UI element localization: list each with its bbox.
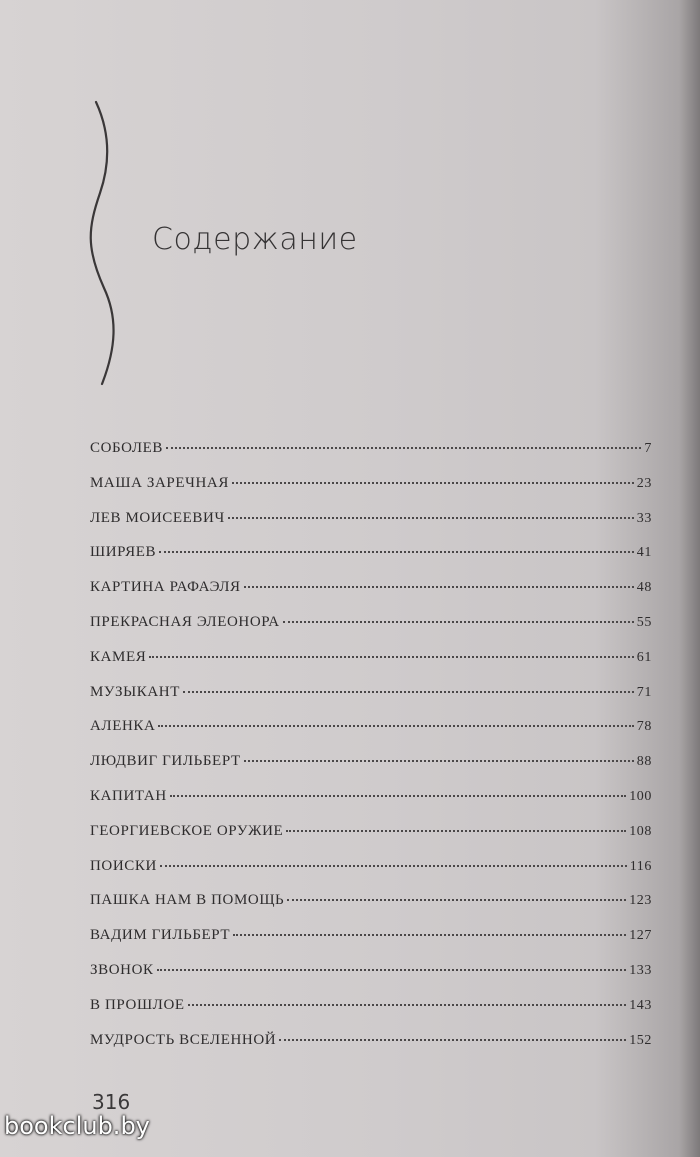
- toc-entry: [90, 858, 652, 893]
- toc-entry-page: 23: [636, 475, 652, 491]
- toc-entry-title: ПОИСКИ: [90, 857, 157, 874]
- dot-leader: [160, 865, 627, 867]
- dot-leader: [166, 447, 641, 449]
- toc-entry-title: ШИРЯЕВ: [90, 544, 157, 561]
- decorative-swirl-icon: [78, 98, 128, 388]
- toc-entry-title: КАПИТАН: [90, 787, 167, 804]
- toc-entry-title: КАРТИНА РАФАЭЛЯ: [90, 579, 241, 596]
- dot-leader: [158, 725, 633, 727]
- dot-leader: [279, 1039, 626, 1041]
- toc-entry-title: ЗВОНОК: [90, 961, 154, 978]
- toc-entry: [90, 579, 652, 614]
- toc-entry: [90, 718, 652, 753]
- toc-entry-title: ПРЕКРАСНАЯ ЭЛЕОНОРА: [90, 613, 280, 630]
- toc-entry-title: МУЗЫКАНТ: [90, 683, 180, 700]
- toc-entry-title: ПАШКА НАМ В ПОМОЩЬ: [90, 892, 285, 909]
- dot-leader: [149, 656, 633, 658]
- toc-entry-page: 133: [629, 962, 652, 978]
- dot-leader: [170, 795, 626, 797]
- toc-entry: [90, 684, 652, 719]
- toc-entry-title: МАША ЗАРЕЧНАЯ: [90, 474, 229, 491]
- dot-leader: [157, 969, 627, 971]
- toc-entry-title: В ПРОШЛОЕ: [90, 996, 185, 1013]
- toc-entry-title: ЛЮДВИГ ГИЛЬБЕРТ: [90, 753, 241, 770]
- toc-entry: [90, 788, 652, 823]
- toc-entry: [90, 753, 652, 788]
- dot-leader: [244, 760, 634, 762]
- toc-entry-page: 88: [636, 754, 652, 770]
- toc-entry-page: 55: [636, 614, 652, 630]
- toc-entry-page: 41: [636, 545, 652, 561]
- toc-entry-page: 33: [636, 510, 652, 526]
- toc-entry-page: 100: [629, 788, 652, 804]
- toc-entry: [90, 544, 652, 579]
- toc-entry-title: СОБОЛЕВ: [90, 440, 163, 456]
- toc-entry-page: 116: [629, 858, 652, 874]
- page-number: 316: [92, 1090, 131, 1114]
- dot-leader: [286, 830, 626, 832]
- toc-entry-title: ГЕОРГИЕВСКОЕ ОРУЖИЕ: [90, 822, 284, 839]
- toc-entry-title: АЛЕНКА: [90, 718, 156, 735]
- toc-entry: [90, 962, 652, 997]
- toc-entry-page: 152: [629, 1032, 652, 1048]
- toc-entry-page: 61: [636, 649, 652, 665]
- toc-entry-page: 108: [629, 823, 652, 839]
- page-title: Содержание: [152, 222, 358, 257]
- toc-entry-page: 71: [636, 684, 652, 700]
- dot-leader: [287, 899, 626, 901]
- table-of-contents: [90, 440, 652, 1066]
- toc-entry: [90, 892, 652, 927]
- toc-entry: [90, 614, 652, 649]
- dot-leader: [232, 482, 634, 484]
- dot-leader: [159, 551, 634, 553]
- toc-entry: [90, 440, 652, 475]
- toc-entry-page: 78: [636, 719, 652, 735]
- toc-entry-page: 127: [629, 928, 652, 944]
- toc-entry: [90, 823, 652, 858]
- toc-entry: [90, 475, 652, 510]
- dot-leader: [233, 934, 626, 936]
- dot-leader: [283, 621, 634, 623]
- toc-entry-title: ВАДИМ ГИЛЬБЕРТ: [90, 927, 231, 944]
- toc-entry: [90, 927, 652, 962]
- toc-entry: [90, 510, 652, 545]
- toc-entry-title: ЛЕВ МОИСЕЕВИЧ: [90, 509, 225, 526]
- dot-leader: [244, 586, 634, 588]
- dot-leader: [188, 1004, 627, 1006]
- toc-entry-title: МУДРОСТЬ ВСЕЛЕННОЙ: [90, 1031, 277, 1048]
- toc-entry: [90, 997, 652, 1032]
- toc-entry-page: 123: [629, 893, 652, 909]
- toc-entry-page: 48: [636, 580, 652, 596]
- toc-entry-title: КАМЕЯ: [90, 648, 147, 665]
- toc-entry: [90, 1032, 652, 1067]
- toc-entry-page: 7: [644, 441, 652, 456]
- watermark: bookclub.by: [4, 1112, 150, 1140]
- toc-entry: [90, 649, 652, 684]
- dot-leader: [183, 691, 634, 693]
- dot-leader: [228, 517, 634, 519]
- toc-entry-page: 143: [629, 997, 652, 1013]
